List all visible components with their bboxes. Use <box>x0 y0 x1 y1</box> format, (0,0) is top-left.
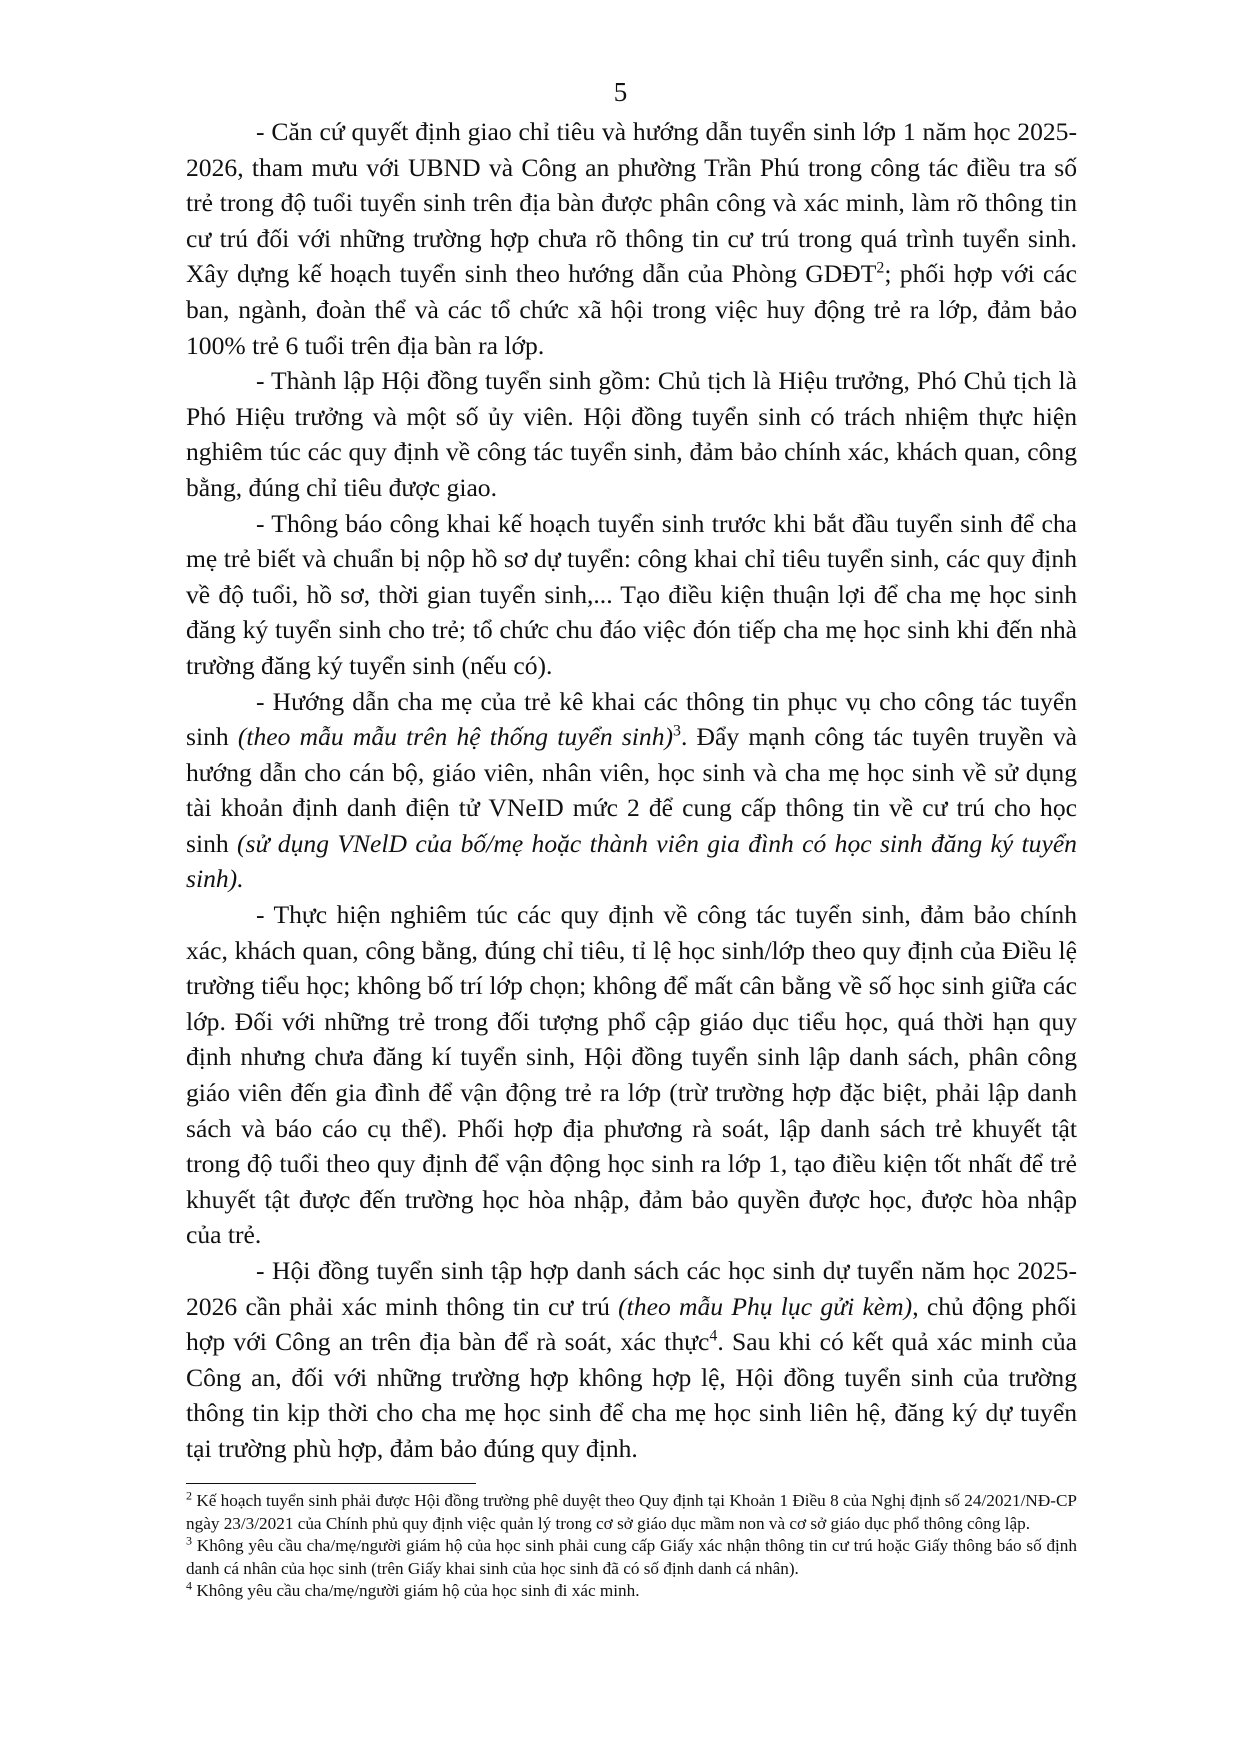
italic-text: (theo mẫu mẫu trên hệ thống tuyển sinh) <box>237 722 674 752</box>
paragraph-text: . Sau khi có kết quả xác minh của Công an, đối với những trường hợp không hợp lệ, Hội đồng tuyển sinh của trường thông tin kịp thời cho cha mẹ học sinh để cha mẹ học sinh liên hệ, đăng ký dự tuyển tại trường phù hợp, đảm bảo đúng quy định. <box>186 1327 1077 1463</box>
footnote-mark: 4 <box>186 1578 193 1593</box>
footnote-text: Kế hoạch tuyển sinh phải được Hội đồng trường phê duyệt theo Quy định tại Khoản 1 Điều 8 của Nghị định số 24/2021/NĐ-CP ngày 23/3/2021 của Chính phủ quy định việc quản lý trong cơ sở giáo dục mầm non và cơ sở giáo dục phổ thông công lập. <box>186 1491 1077 1533</box>
paragraph <box>186 363 1077 505</box>
paragraph-text: ; phối hợp với các ban, ngành, đoàn thể và các tổ chức xã hội trong việc huy động trẻ ra lớp, đảm bảo 100% trẻ 6 tuổi trên địa bàn ra lớp. <box>186 259 1077 360</box>
footnote-reference: 3 <box>673 722 681 740</box>
paragraph-text: - Thông báo công khai kế hoạch tuyển sinh trước khi bắt đầu tuyển sinh để cha mẹ trẻ biết và chuẩn bị nộp hồ sơ dự tuyển: công khai chỉ tiêu tuyển sinh, các quy định về độ tuổi, hồ sơ, thời gian tuyển sinh,... Tạo điều kiện thuận lợi để cha mẹ học sinh đăng ký tuyển sinh cho trẻ; tổ chức chu đáo việc đón tiếp cha mẹ học sinh khi đến nhà trường đăng ký tuyển sinh (nếu có). <box>186 508 1077 680</box>
paragraph <box>186 684 1077 898</box>
paragraph-text: - Căn cứ quyết định giao chỉ tiêu và hướng dẫn tuyển sinh lớp 1 năm học 2025-2026, tham mưu với UBND và Công an phường Trần Phú trong công tác điều tra số trẻ trong độ tuổi tuyển sinh trên địa bàn được phân công và xác minh, làm rõ thông tin cư trú đối với những trường hợp chưa rõ thông tin cư trú trong quá trình tuyển sinh. Xây dựng kế hoạch tuyển sinh theo hướng dẫn của Phòng GDĐT <box>186 117 1077 289</box>
footnote <box>186 1490 1077 1535</box>
footnote-divider <box>186 1483 476 1484</box>
footnote-text: Không yêu cầu cha/mẹ/người giám hộ của học sinh đi xác minh. <box>192 1581 640 1601</box>
footnote <box>186 1535 1077 1580</box>
paragraph-text: , chủ động phối hợp với Công an trên địa bàn để rà soát, xác thực <box>186 1291 1077 1357</box>
footnote-reference: 2 <box>876 259 885 277</box>
paragraph-text: - Thành lập Hội đồng tuyển sinh gồm: Chủ tịch là Hiệu trưởng, Phó Chủ tịch là Phó Hiệu trưởng và một số ủy viên. Hội đồng tuyển sinh có trách nhiệm thực hiện nghiêm túc các quy định về công tác tuyển sinh, đảm bảo chính xác, khách quan, công bằng, đúng chỉ tiêu được giao. <box>186 366 1077 502</box>
footnote-reference: 4 <box>709 1327 718 1345</box>
footnote-text: Không yêu cầu cha/mẹ/người giám hộ của học sinh phải cung cấp Giấy xác nhận thông tin cư trú hoặc Giấy thông báo số định danh cá nhân của học sinh (trên Giấy khai sinh của học sinh đã có số định danh cá nhân). <box>186 1536 1077 1578</box>
footnote-mark: 2 <box>186 1488 193 1503</box>
paragraph-text: . Đẩy mạnh công tác tuyên truyền và hướng dẫn cho cán bộ, giáo viên, nhân viên, học sinh và cha mẹ học sinh về sử dụng tài khoản định danh điện tử VNeID mức 2 để cung cấp thông tin về cư trú cho học sinh <box>186 722 1077 858</box>
paragraph-text: - Thực hiện nghiêm túc các quy định về công tác tuyển sinh, đảm bảo chính xác, khách quan, công bằng, đúng chỉ tiêu, tỉ lệ học sinh/lớp theo quy định của Điều lệ trường tiểu học; không bố trí lớp chọn; không để mất cân bằng về số học sinh giữa các lớp. Đối với những trẻ trong đối tượng phổ cập giáo dục tiểu học, quá thời hạn quy định nhưng chưa đăng kí tuyển sinh, Hội đồng tuyển sinh lập danh sách, phân công giáo viên đến gia đình để vận động trẻ ra lớp (trừ trường hợp đặc biệt, phải lập danh sách và báo cáo cụ thể). Phối hợp địa phương rà soát, lập danh sách trẻ khuyết tật trong độ tuổi theo quy định để vận động học sinh ra lớp 1, tạo điều kiện tốt nhất để trẻ khuyết tật được đến trường học hòa nhập, đảm bảo quyền được học, được hòa nhập của trẻ. <box>186 900 1077 1250</box>
italic-text: (sử dụng VNelD của bố/mẹ hoặc thành viên gia đình có học sinh đăng ký tuyển sinh). <box>186 828 1077 894</box>
footnotes <box>186 1490 1077 1603</box>
paragraph <box>186 114 1077 363</box>
page-number: 5 <box>613 77 628 107</box>
document-body <box>186 114 1077 1467</box>
paragraph <box>186 506 1077 684</box>
paragraph-text: - Hội đồng tuyển sinh tập hợp danh sách các học sinh dự tuyển năm học 2025-2026 cần phải xác minh thông tin cư trú <box>186 1256 1077 1321</box>
paragraph <box>186 897 1077 1253</box>
italic-text: (theo mẫu Phụ lục gửi kèm) <box>618 1291 913 1321</box>
paragraph-text: - Hướng dẫn cha mẹ của trẻ kê khai các thông tin phục vụ cho công tác tuyển sinh <box>186 686 1077 752</box>
paragraph <box>186 1253 1077 1467</box>
footnote-mark: 3 <box>186 1533 193 1548</box>
footnote <box>186 1580 1077 1603</box>
